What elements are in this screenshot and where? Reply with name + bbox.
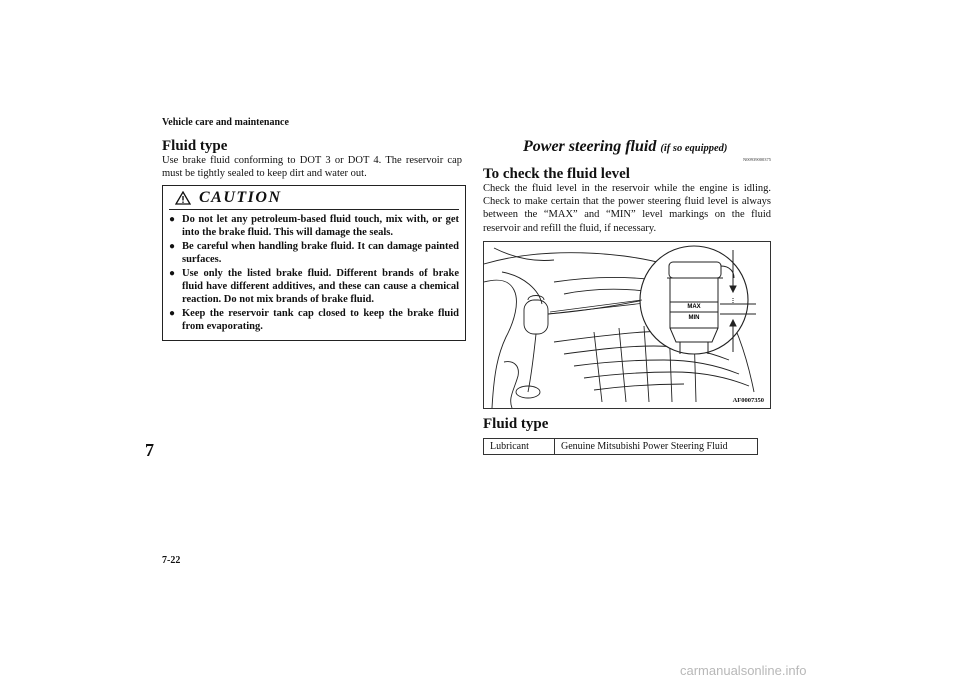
chapter-tab-number: 7 [145,440,154,460]
caution-title-row [175,189,459,207]
caution-item-text: Keep the reservoir tank cap closed to keep the brake fluid from evaporating. [182,308,459,333]
power-steering-title-row [523,138,771,156]
figure-code: AF0007350 [732,396,764,404]
engine-bay-figure [483,241,771,409]
check-level-body: Check the fluid level in the reservoir while the engine is idling. Check to make certain that the power steering fluid level is always between the “MAX” and “MIN” level markings on the fluid reservoir and refill the fluid, if necessary. [483,183,771,234]
warning-triangle-icon [175,191,191,205]
power-steering-fluid-type-heading: Fluid type [483,415,549,432]
lubricant-value-cell: Genuine Mitsubishi Power Steering Fluid [555,438,758,454]
caution-item [169,213,459,239]
right-column [483,138,771,455]
fluid-type-heading: Fluid type [162,138,228,154]
bullet-icon: ● [169,214,176,226]
bullet-icon: ● [169,268,176,280]
page-number: 7-22 [162,555,181,566]
caution-item [169,240,459,266]
document-code: N00939000375 [743,157,771,162]
engine-bay-illustration [484,242,770,408]
caution-list [169,213,459,333]
lubricant-label-cell: Lubricant [484,438,555,454]
bullet-icon: ● [169,241,176,253]
min-marking: MIN [688,314,700,321]
caution-item-text: Do not let any petroleum-based fluid touch, mix with, or get into the brake fluid. This will damage the seals. [182,214,459,239]
power-steering-title-suffix: (if so equipped) [660,143,728,154]
caution-divider [169,209,459,210]
caution-item [169,267,459,306]
table-row [484,438,758,454]
fluid-type-body: Use brake fluid conforming to DOT 3 or DOT 4. The reservoir cap must be tightly sealed to keep dirt and water out. [162,155,462,180]
caution-label: CAUTION [199,189,282,207]
caution-item [169,307,459,333]
lubricant-table [483,438,758,455]
max-marking: MAX [687,303,701,310]
left-column [162,138,462,341]
power-steering-title: Power steering fluid [523,138,657,155]
check-level-heading: To check the fluid level [483,166,630,182]
caution-box [162,185,466,341]
caution-item-text: Use only the listed brake fluid. Different brands of brake fluid have different additives, and these can cause a chemical reaction. Do not mix brands of brake fluid. [182,268,459,306]
section-header: Vehicle care and maintenance [162,117,289,128]
caution-item-text: Be careful when handling brake fluid. It can damage painted surfaces. [182,241,459,266]
watermark: carmanualsonline.info [680,663,807,678]
bullet-icon: ● [169,308,176,320]
